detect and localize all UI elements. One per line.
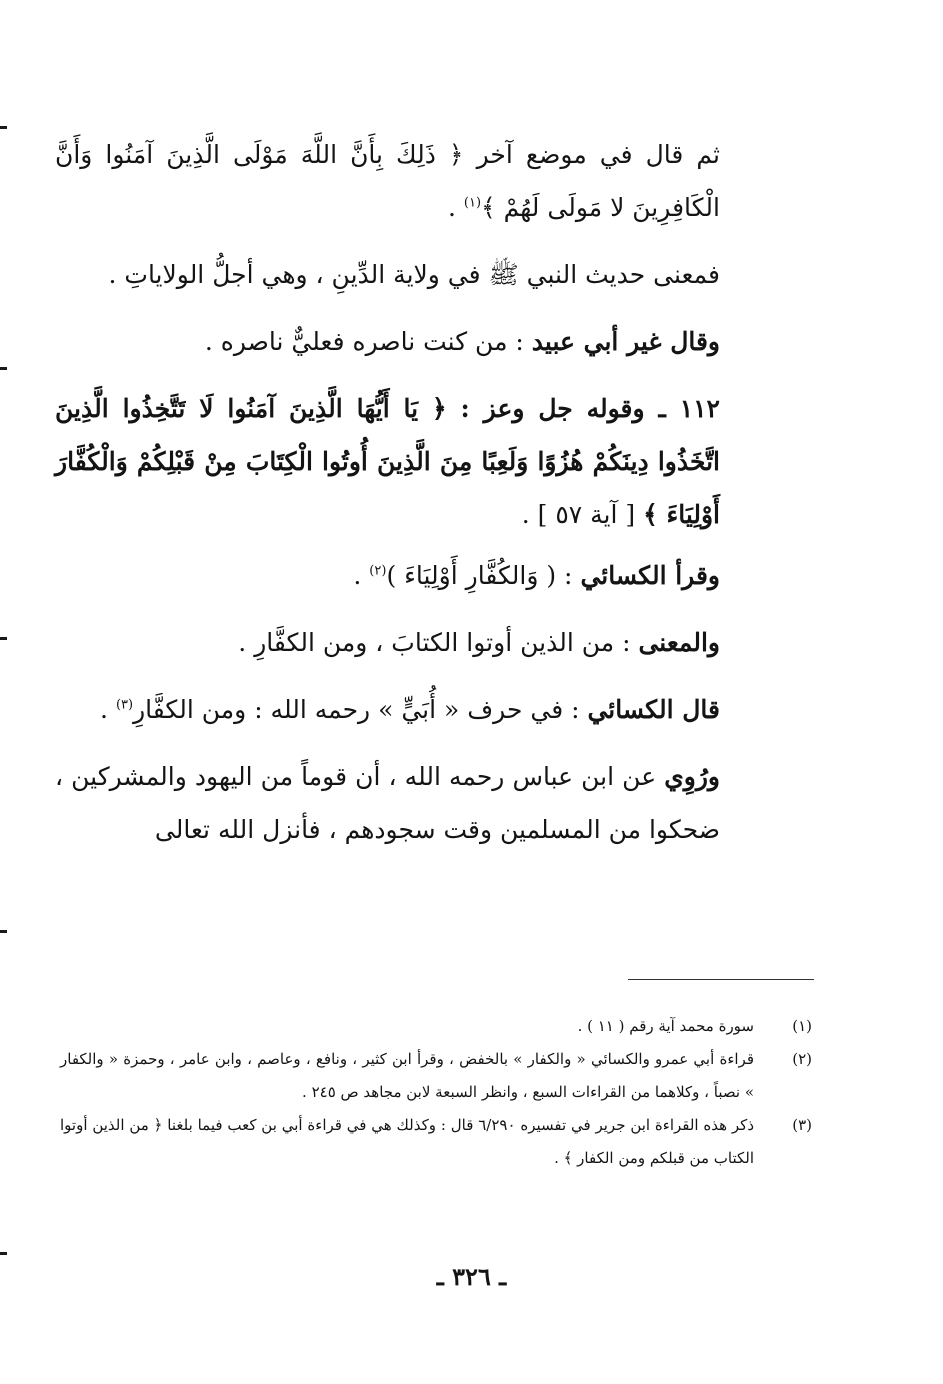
paragraph <box>55 549 720 602</box>
paragraph <box>55 315 720 368</box>
paragraph <box>55 128 720 234</box>
paragraph-text: : ( وَالكُفَّارِ أَوْلِيَاءَ ) <box>386 561 581 590</box>
footnote-text: سورة محمد آية رقم ( ١١ ) . <box>577 1017 754 1035</box>
footnote-divider <box>628 979 814 980</box>
paragraph-text: : من الذين أوتوا الكتابَ ، ومن الكفَّارِ . <box>238 628 639 657</box>
paragraph <box>55 750 720 856</box>
paragraph-text: : في حرف « أُبَيٍّ » رحمه الله : ومن الكفَّارِ <box>133 695 588 724</box>
paragraph <box>55 248 720 301</box>
paragraph-lead: ورُوِي <box>664 762 720 791</box>
paragraph-text: فمعنى حديث النبي ﷺ في ولاية الدِّينِ ، وهي أجلُّ الولاياتِ . <box>108 260 720 289</box>
paragraph-lead: وقال غير أبي عبيد <box>531 327 720 356</box>
footnote-text: ذكر هذه القراءة ابن جرير في تفسيره ٦/٢٩٠ قال : وكذلك هي في قراءة أبي بن كعب فيما بلغنا ﴿ من الذين أوتوا الكتاب من قبلكم ومن الكفار ﴾ . <box>60 1116 755 1167</box>
margin-mark <box>0 367 7 370</box>
paragraph-text: . <box>448 193 464 222</box>
paragraph <box>55 616 720 669</box>
footnote-ref: (٢) <box>369 563 387 579</box>
footnote-ref: (٣) <box>115 697 134 713</box>
footnote-number: (٣) <box>792 1116 812 1134</box>
footnote <box>60 1010 812 1043</box>
paragraph <box>55 683 720 736</box>
footnote <box>60 1109 812 1175</box>
paragraph-text: . <box>100 695 116 724</box>
footnote <box>60 1043 812 1109</box>
page-number: ـ ٣٢٦ ـ <box>436 1262 507 1291</box>
margin-mark <box>0 126 7 129</box>
footnotes <box>60 1010 812 1175</box>
footnote-number: (٢) <box>792 1050 812 1068</box>
verse-text: ١١٢ ـ وقوله جل وعز : ﴿ يَا أَيُّهَا الَّذِينَ آمَنُوا لَا تَتَّخِذُوا الَّذِينَ اتَّخَذُوا دِينَكُمْ هُزُوًا وَلَعِبًا مِنَ الَّذِينَ أُوتُوا الْكِتَابَ مِنْ قَبْلِكُمْ وَالْكُفَّارَ أَوْلِيَاءَ ﴾ <box>55 394 720 529</box>
paragraph-lead: والمعنى <box>638 628 720 657</box>
footnote-text: قراءة أبي عمرو والكسائي « والكفار » بالخفض ، وقرأ ابن كثير ، ونافع ، وعاصم ، وابن عامر ، وحمزة « والكفار » نصباً ، وكلاهما من القراءات السبع ، وانظر السبعة لابن مجاهد ص ٢٤٥ . <box>60 1050 754 1101</box>
paragraph-text: ثم قال في موضع آخر ﴿ ذَلِكَ بِأَنَّ اللَّهَ مَوْلَى الَّذِينَ آمَنُوا وَأَنَّ الْكَافِرِينَ لا مَولَى لَهُمْ ﴾ <box>55 140 720 222</box>
verse-paragraph <box>55 382 720 541</box>
margin-mark <box>0 1252 7 1255</box>
footnote-number: (١) <box>792 1017 812 1035</box>
main-text <box>55 128 720 870</box>
paragraph-text: . <box>353 561 370 590</box>
paragraph-lead: قال الكسائي <box>587 695 720 724</box>
margin-mark <box>0 637 7 640</box>
paragraph-text: : من كنت ناصره فعليٌّ ناصره . <box>204 327 532 356</box>
verse-reference: [ آية ٥٧ ] . <box>521 500 644 529</box>
paragraph-lead: وقرأ الكسائي <box>580 561 720 590</box>
margin-mark <box>0 930 7 933</box>
footnote-ref: (١) <box>463 195 482 211</box>
paragraph-text: عن ابن عباس رحمه الله ، أن قوماً من اليهود والمشركين ، ضحكوا من المسلمين وقت سجودهم ، فأنزل الله تعالى <box>55 762 720 844</box>
